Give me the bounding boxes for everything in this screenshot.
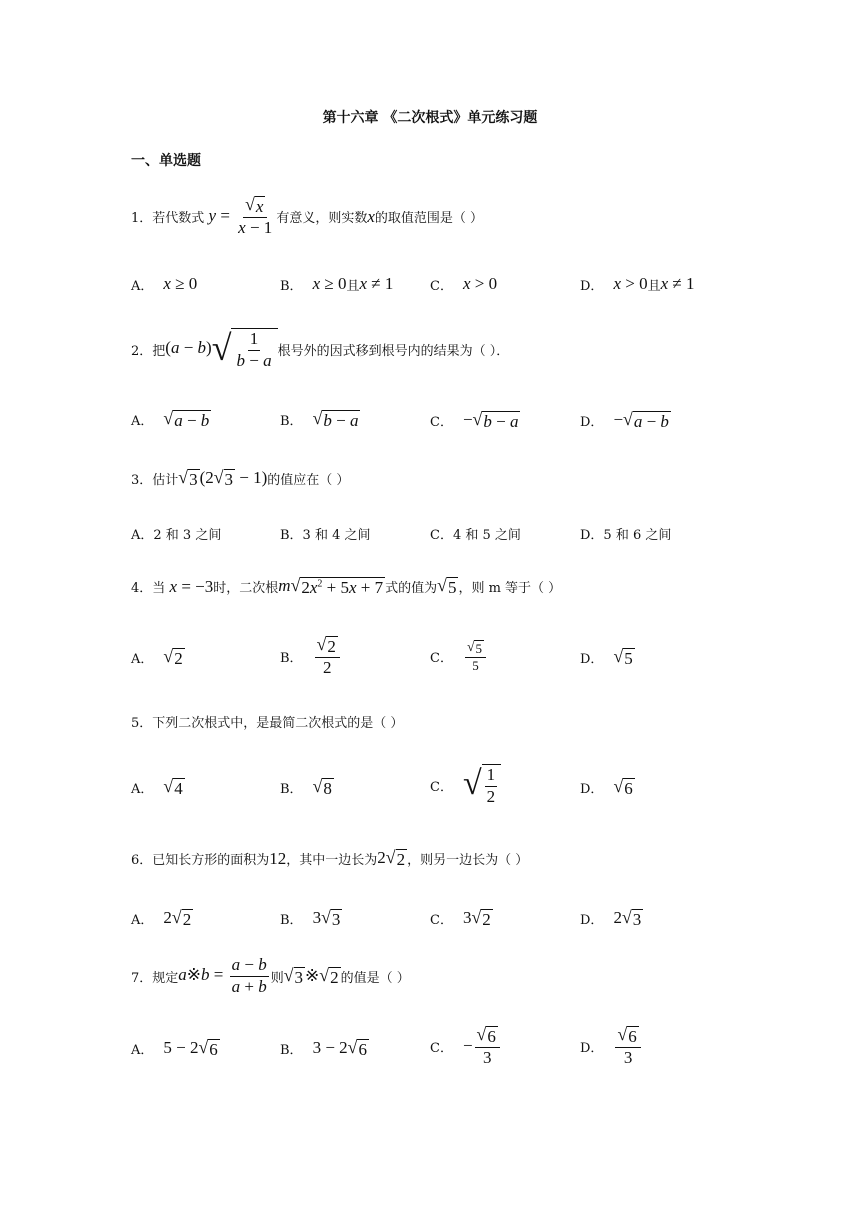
q6-option-c[interactable]: C． 3 √ 2 <box>430 907 491 930</box>
q4-text-after: 式的值为 <box>385 581 438 596</box>
q7-text-before: 7．规定 <box>131 970 179 986</box>
q3-option-a[interactable]: A．2 和 3 之间 <box>131 528 222 543</box>
q7-text-after: 的值是（ ） <box>340 970 410 986</box>
q3-option-b[interactable]: B．3 和 4 之间 <box>280 528 371 543</box>
q5-option-b[interactable]: B． √ 8 <box>280 776 332 798</box>
q5-option-c[interactable]: C． √ $\frac{1}{2}$ <box>430 764 501 806</box>
question-1 <box>131 196 483 238</box>
q1-formula: y = √ x x − 1 <box>208 194 273 238</box>
q5-option-a[interactable]: A． √ 4 <box>131 776 183 798</box>
q4-option-c[interactable]: C． √ 5 5 <box>430 640 488 673</box>
q6-option-a[interactable]: A． 2 √ 2 <box>131 907 192 930</box>
q4-option-a[interactable]: A． √ 2 <box>131 646 183 668</box>
q2-text-before: 2．把 <box>131 343 166 359</box>
q2-option-c[interactable]: C． − √ b − a <box>430 409 519 432</box>
q3-formula: √ 3 (2 √ 3 − 1) <box>178 467 268 490</box>
q2-option-a[interactable]: A． √ a − b <box>131 408 210 430</box>
q1-option-d[interactable]: D． x > 0 且 x ≠ 1 <box>580 274 695 294</box>
q2-option-b[interactable]: B． √ b − a <box>280 408 359 430</box>
q1-text-before: 1．若代数式 <box>131 211 205 227</box>
q4-formula: m √ $2x^2 + 5x + 7$ <box>278 575 384 598</box>
q3-text-before: 3．估计 <box>131 473 179 488</box>
q1-var: x <box>367 206 375 226</box>
q4-option-b[interactable]: B． √ 2 2 <box>280 636 342 678</box>
q1-text-middle: 有意义，则实数 <box>276 211 368 227</box>
q4-text-eq: 时，二次根 <box>213 581 279 596</box>
section-heading: 一、单选题 <box>131 153 201 169</box>
question-6: 6．已知长方形的面积为 12 ，其中一边长为 2 √ 2 ，则另一边长为（ ） <box>131 847 529 870</box>
q2-option-d[interactable]: D． − √ a − b <box>580 409 669 432</box>
q7-text-middle: 则 <box>270 970 284 986</box>
q5-option-d[interactable]: D． √ 6 <box>580 776 633 798</box>
q2-formula: (a − b) √ $\frac{1}{b - a}$ <box>165 328 277 370</box>
q6-text-after: ，则另一边长为（ ） <box>407 853 529 868</box>
q7-option-d[interactable]: D． √ 6 3 <box>580 1026 643 1068</box>
q2-text-after: 根号外的因式移到根号内的结果为（ ）． <box>277 343 510 359</box>
q1-option-c[interactable]: C． x > 0 <box>430 274 498 294</box>
q7-option-b[interactable]: B． 3 − 2 √ 6 <box>280 1037 367 1060</box>
q5-text: 5．下列二次根式中，是最简二次根式的是（ ） <box>131 716 404 731</box>
question-5 <box>131 712 403 731</box>
q6-option-d[interactable]: D． 2 √ 3 <box>580 907 642 930</box>
q7-definition: a※b = $\frac{a - b}{a + b}$ <box>178 955 267 996</box>
question-4: 4．当 x = −3 时，二次根 m √ $2x^2 + 5x + 7$ 式的值为 √ 5 ，则 m 等于（ ） <box>131 574 562 598</box>
q1-option-a[interactable]: A． x ≥ 0 <box>131 274 198 294</box>
q3-option-d[interactable]: D．5 和 6 之间 <box>580 528 672 543</box>
q1-option-b[interactable]: B． x ≥ 0 且 x ≠ 1 <box>280 274 394 294</box>
q3-text-after: 的值应在（ ） <box>267 473 350 488</box>
q1-text-after: 的取值范围是（ ） <box>374 211 484 227</box>
q4-option-d[interactable]: D． √ 5 <box>580 646 633 668</box>
q4-text-end: ，则 m 等于（ ） <box>458 581 562 596</box>
q6-area: 12 <box>269 848 287 868</box>
q4-text-before: 4．当 <box>131 581 166 596</box>
question-7: 7．规定 a※b = $\frac{a - b}{a + b}$ 则 √ 3 ※ √ 2 的值是（ ） <box>131 955 410 996</box>
q7-option-c[interactable]: C． − √ 6 3 <box>430 1026 502 1068</box>
q6-option-b[interactable]: B． 3 √ 3 <box>280 907 341 930</box>
q6-text-middle: ，其中一边长为 <box>286 853 378 868</box>
q3-option-c[interactable]: C．4 和 5 之间 <box>430 528 521 543</box>
question-3 <box>131 468 349 489</box>
page-title: 第十六章 《二次根式》单元练习题 <box>322 110 538 126</box>
q7-option-a[interactable]: A． 5 − 2 √ 6 <box>131 1037 218 1060</box>
q6-text-before: 6．已知长方形的面积为 <box>131 853 270 868</box>
question-2 <box>131 328 509 370</box>
